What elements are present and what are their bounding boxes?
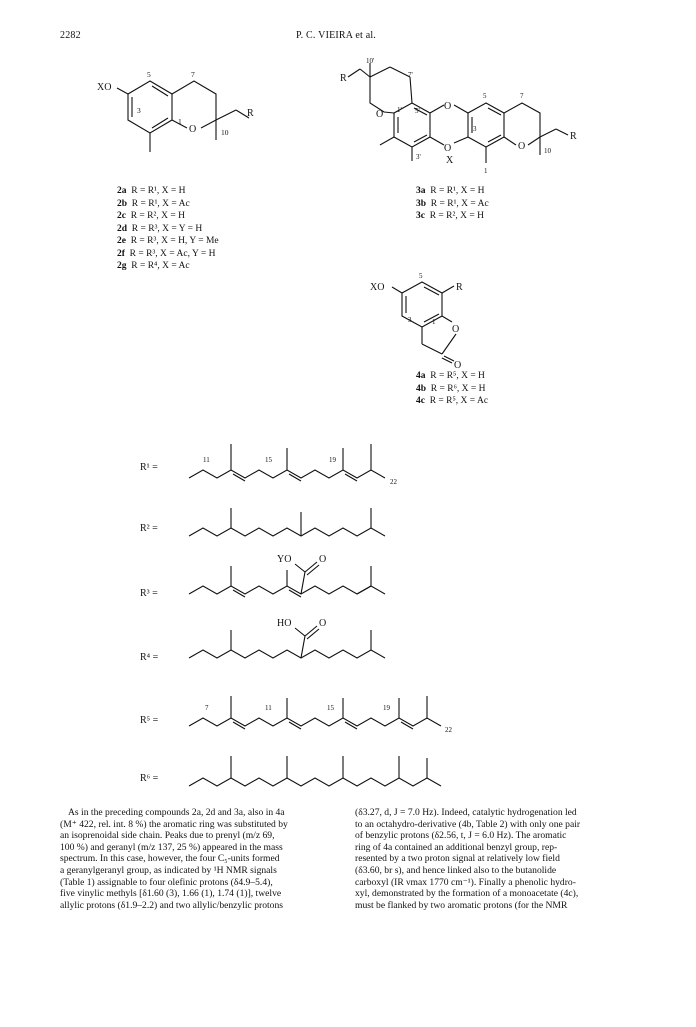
yo-label: YO (277, 554, 292, 565)
list-item: 2a R = R¹, X = H (117, 186, 186, 196)
pos-3: 3 (473, 125, 477, 133)
list-item: 3b R = R¹, X = Ac (416, 198, 489, 209)
r6-chain (185, 750, 475, 795)
list-item: 2c R = R², X = H (117, 211, 185, 221)
r4-label: R⁴ = (140, 652, 159, 663)
text-line: must be flanked by two aromatic protons (for the NMR (355, 899, 568, 911)
pos-7: 7 (205, 704, 209, 712)
pos-5: 5 (147, 70, 151, 79)
r1-label: R¹ = (140, 462, 158, 473)
list-item: 2f R = R³, X = Ac, Y = H (117, 248, 216, 259)
pos-19: 19 (329, 456, 336, 464)
text-line: carboxyl (IR νmax 1770 cm⁻¹). Finally a phenolic hydro- (355, 876, 576, 888)
text-line: five vinylic methyls [δ1.60 (3), 1.66 (1), 1.74 (1)], twelve (60, 888, 282, 900)
r-label-right: R (570, 131, 577, 142)
list-item: 2d R = R³, X = Y = H (117, 223, 203, 234)
pos-19: 19 (383, 704, 390, 712)
bridge-oxygen-bottom: O (444, 143, 452, 154)
body-text-right (355, 807, 645, 911)
x-label: X (446, 155, 454, 166)
butanolide-structure (370, 262, 510, 374)
text-line: (M⁺ 422, rel. int. 8 %) the aromatic ring was substituted by (60, 818, 288, 830)
pos-5-prime: 5' (415, 107, 420, 115)
pos-1-prime: 1' (397, 106, 402, 114)
r-label: R (456, 282, 463, 293)
carbonyl-oxygen: O (454, 360, 462, 371)
pos-11: 11 (265, 704, 272, 712)
r5-label: R⁵ = (140, 715, 159, 726)
dimer-structure (340, 55, 600, 185)
text-line: resented by a two proton signal at relatively low field (355, 853, 560, 865)
list-item: 2g R = R⁴, X = Ac (117, 261, 190, 271)
list-item: 4c R = R⁵, X = Ac (416, 396, 489, 406)
list-item: 4b R = R⁶, X = H (416, 383, 486, 394)
pos-7-prime: 7' (408, 71, 413, 79)
list-item: 3c R = R², X = H (416, 211, 484, 221)
r-label-top: R (340, 73, 347, 84)
running-head: P. C. VIEIRA et al. (296, 30, 377, 41)
pos-15: 15 (327, 704, 334, 712)
bridge-oxygen-top: O (444, 101, 452, 112)
pos-10: 10 (544, 147, 551, 155)
text-line: ring of 4a contained an additional benzyl group, rep- (355, 841, 558, 853)
page-number: 2282 (60, 30, 81, 41)
r1-chain (185, 438, 415, 488)
list-item: 2e R = R³, X = H, Y = Me (117, 236, 219, 246)
ring-oxygen-left: O (376, 109, 384, 120)
text-line: (Table 1) assignable to four olefinic protons (δ4.9–5.4), (60, 876, 273, 888)
r5-chain (185, 690, 475, 735)
text-line: allylic protons (δ1.9–2.2) and two allylic/benzylic protons (60, 899, 283, 911)
list-item: 2b R = R¹, X = Ac (117, 198, 190, 209)
compound-list-3 (416, 185, 489, 223)
ring-oxygen-right: O (518, 141, 526, 152)
pos-3: 3 (408, 316, 412, 324)
pos-7: 7 (191, 70, 195, 79)
pos-5: 5 (483, 92, 487, 100)
pos-3-prime: 3' (416, 153, 421, 161)
r3-chain (185, 548, 415, 608)
pos-1: 1 (484, 167, 488, 175)
pos-7: 7 (520, 92, 524, 100)
pos-22: 22 (445, 726, 452, 734)
body-text-left (60, 807, 348, 911)
text-line: (δ3.60, br s), and hence linked also to the butanolide (355, 864, 557, 876)
r4-chain (185, 610, 415, 670)
pos-22: 22 (390, 478, 397, 486)
ho-label: HO (277, 618, 292, 629)
pos-11: 11 (203, 456, 210, 464)
r6-label: R⁶ = (140, 773, 159, 784)
text-line: spectrum. In this case, however, the four C₅-units formed (60, 853, 280, 865)
r-label: R (247, 108, 254, 119)
r3-label: R³ = (140, 588, 158, 599)
list-item: 3a R = R¹, X = H (416, 186, 485, 196)
pos-3: 3 (137, 106, 141, 115)
text-line: xyl, demonstrated by the formation of a monoacetate (4c), (355, 888, 579, 900)
carbonyl-oxygen: O (319, 554, 327, 565)
pos-5: 5 (419, 272, 423, 280)
pos-1: 1 (432, 318, 436, 326)
ring-oxygen: O (189, 124, 197, 135)
r2-label: R² = (140, 523, 158, 534)
pos-1: 1 (178, 117, 182, 126)
pos-10-prime: 10' (366, 57, 375, 65)
r2-chain (185, 500, 415, 545)
pos-15: 15 (265, 456, 272, 464)
compound-list-2 (117, 185, 219, 273)
compound-list-4 (416, 370, 488, 408)
text-line: a geranylgeranyl group, as indicated by ¹H NMR signals (60, 864, 277, 876)
text-line: of benzylic protons (δ2.56, t, J = 6.0 Hz). The aromatic (355, 830, 567, 842)
text-line: 100 %) and geranyl (m/z 137, 25 %) appeared in the mass (60, 841, 283, 853)
text-line: an isoprenoidal side chain. Peaks due to prenyl (m/z 69, (60, 830, 275, 842)
text-line: As in the preceding compounds 2a, 2d and 3a, also in 4a (68, 807, 285, 818)
list-item: 4a R = R⁵, X = H (416, 371, 485, 381)
carbonyl-oxygen: O (319, 618, 327, 629)
chromanol-structure (95, 68, 270, 178)
text-line: (δ3.27, d, J = 7.0 Hz). Indeed, catalytic hydrogenation led (355, 807, 577, 818)
pos-10: 10 (221, 128, 229, 137)
text-line: to an octahydro-derivative (4b, Table 2) with only one pair (355, 818, 581, 830)
xo-label: XO (97, 82, 112, 93)
ring-oxygen: O (452, 324, 460, 335)
xo-label: XO (370, 282, 385, 293)
